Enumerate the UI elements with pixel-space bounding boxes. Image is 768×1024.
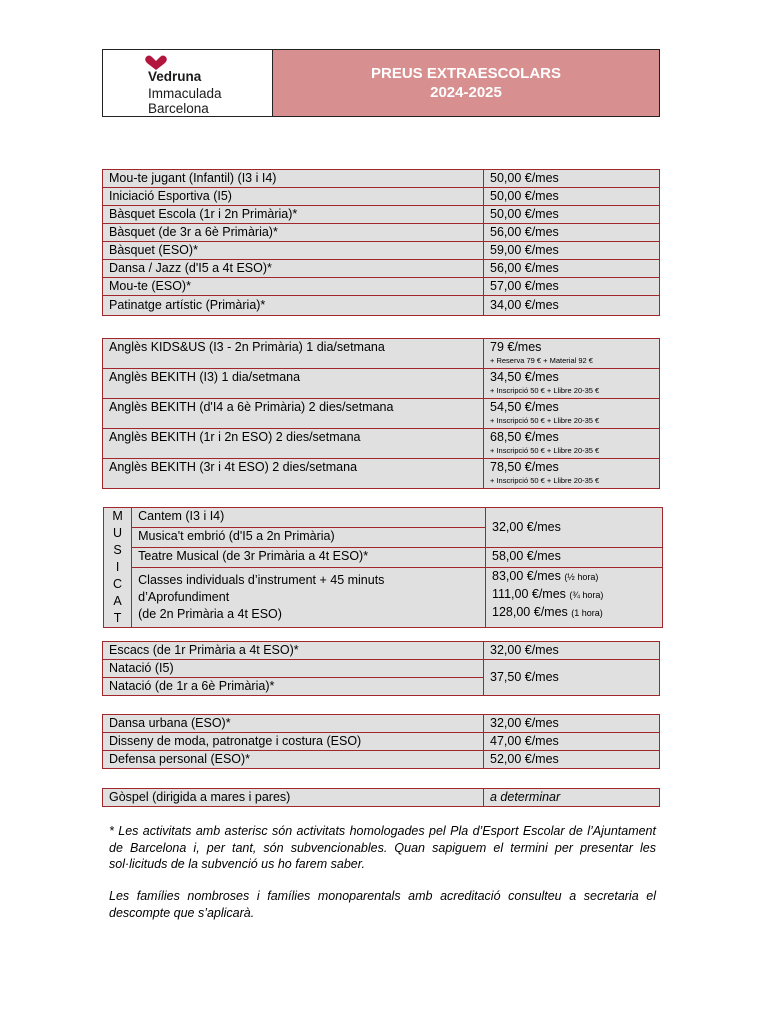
activity-price: 52,00 €/mes (484, 751, 660, 769)
price-note: (1 hora) (571, 608, 603, 618)
activity-price: a determinar (484, 789, 660, 807)
activity-name: Anglès BEKITH (d'I4 a 6è Primària) 2 dies/setmana (103, 399, 484, 429)
activity-price: 83,00 €/mes (492, 569, 561, 583)
activity-price: 34,00 €/mes (484, 296, 660, 316)
musicat-vertical-label (104, 508, 132, 628)
vertical-letter: A (113, 594, 122, 608)
activity-price: 58,00 €/mes (486, 548, 663, 568)
activity-price: 111,00 €/mes (492, 587, 566, 601)
activity-price: 37,50 €/mes (484, 660, 660, 696)
vertical-letter: U (113, 526, 123, 540)
logo-line-2: Immaculada (148, 86, 222, 101)
activity-price: 56,00 €/mes (484, 260, 660, 278)
table-english (102, 338, 660, 489)
table-row (103, 751, 660, 769)
table-row (103, 660, 660, 678)
table-row (103, 642, 660, 660)
activity-name: Mou-te jugant (Infantil) (I3 i I4) (103, 170, 484, 188)
activity-name: Iniciació Esportiva (I5) (103, 188, 484, 206)
table-musical (103, 507, 663, 628)
logo-line-3: Barcelona (148, 101, 209, 116)
table-row (103, 369, 660, 399)
note-families: Les famílies nombroses i famílies monoparentals amb acreditació consulteu a secretaria el descompte que s’aplicarà. (109, 889, 656, 920)
activity-name: Escacs (de 1r Primària a 4t ESO)* (103, 642, 484, 660)
title-line-2: 2024-2025 (430, 84, 502, 101)
price-line (492, 586, 656, 604)
price-line (492, 568, 656, 586)
activity-name: Mou-te (ESO)* (103, 278, 484, 296)
activity-extra: + Inscripció 50 € + Llibre 20-35 € (490, 476, 600, 485)
activity-price: 50,00 €/mes (484, 188, 660, 206)
activity-name: Anglès BEKITH (3r i 4t ESO) 2 dies/setmana (103, 459, 484, 489)
table-gospel (102, 788, 660, 807)
price-line (492, 604, 656, 622)
activity-price: 32,00 €/mes (484, 642, 660, 660)
activity-name: Patinatge artístic (Primària)* (103, 296, 484, 316)
vertical-letter: T (113, 611, 122, 625)
activity-price: 79 €/mes (490, 340, 542, 354)
table-row (104, 568, 663, 628)
activity-name: Anglès BEKITH (1r i 2n ESO) 2 dies/setmana (103, 429, 484, 459)
activity-name: Natació (de 1r a 6è Primària)* (103, 678, 484, 696)
vertical-letter: C (113, 577, 123, 591)
table-row (103, 242, 660, 260)
activity-price: 50,00 €/mes (484, 170, 660, 188)
activity-price: 32,00 €/mes (484, 715, 660, 733)
table-row (103, 733, 660, 751)
activity-price: 56,00 €/mes (484, 224, 660, 242)
activity-name-line: d’Aprofundiment (138, 590, 230, 604)
heart-icon (143, 54, 169, 70)
activity-price-cell (484, 339, 660, 369)
activity-extra: + Reserva 79 € + Material 92 € (490, 356, 593, 365)
activity-name: Bàsquet (ESO)* (103, 242, 484, 260)
table-chess-swim (102, 641, 660, 696)
table-row (103, 278, 660, 296)
table-row (103, 206, 660, 224)
activity-name (132, 568, 486, 628)
table-eso (102, 714, 660, 769)
table-row (103, 260, 660, 278)
activity-price: 50,00 €/mes (484, 206, 660, 224)
table-row (103, 188, 660, 206)
activity-name: Dansa urbana (ESO)* (103, 715, 484, 733)
activity-price-cell (484, 369, 660, 399)
price-note: (½ hora) (564, 572, 599, 582)
title-line-1: PREUS EXTRAESCOLARS (370, 65, 562, 82)
header (102, 49, 660, 117)
activity-name: Musica't embrió (d'I5 a 2n Primària) (132, 528, 486, 548)
activity-name: Gòspel (dirigida a mares i pares) (103, 789, 484, 807)
price-note: (¾ hora) (569, 590, 604, 600)
activity-price: 78,50 €/mes (490, 460, 559, 474)
activity-extra: + Inscripció 50 € + Llibre 20-35 € (490, 416, 600, 425)
activity-extra: + Inscripció 50 € + Llibre 20-35 € (490, 446, 600, 455)
table-row (104, 548, 663, 568)
activity-name: Teatre Musical (de 3r Primària a 4t ESO)* (132, 548, 486, 568)
activity-price: 34,50 €/mes (490, 370, 559, 384)
vertical-letter: S (113, 543, 122, 557)
activity-price: 57,00 €/mes (484, 278, 660, 296)
activity-name: Disseny de moda, patronatge i costura (ESO) (103, 733, 484, 751)
activity-name: Bàsquet Escola (1r i 2n Primària)* (103, 206, 484, 224)
activity-price: 47,00 €/mes (484, 733, 660, 751)
table-row (103, 399, 660, 429)
table-row (103, 459, 660, 489)
activity-name: Defensa personal (ESO)* (103, 751, 484, 769)
table-row (103, 715, 660, 733)
table-row (104, 508, 663, 528)
note-asterisk: * Les activitats amb asterisc són activitats homologades pel Pla d’Esport Escolar de l’Ajuntament de Barcelona i, per tant, són subvencionables. Quan sapiguem el termini per presentar les sol·licituds de la subvenció us ho farem saber. (109, 824, 656, 871)
table-row (103, 429, 660, 459)
activity-name: Dansa / Jazz (d'I5 a 4t ESO)* (103, 260, 484, 278)
activity-price: 68,50 €/mes (490, 430, 559, 444)
activity-price: 128,00 €/mes (492, 605, 568, 619)
table-row (103, 296, 660, 316)
page-title (273, 50, 659, 116)
activity-price: 54,50 €/mes (490, 400, 559, 414)
activity-name: Bàsquet (de 3r a 6è Primària)* (103, 224, 484, 242)
logo-line-1: Vedruna (148, 69, 202, 84)
table-row (103, 224, 660, 242)
activity-name-line: Classes individuals d’instrument + 45 minuts (138, 573, 385, 587)
activity-name: Anglès BEKITH (I3) 1 dia/setmana (103, 369, 484, 399)
vertical-letter: I (115, 560, 120, 574)
activity-name-line: (de 2n Primària a 4t ESO) (138, 607, 282, 621)
activity-price: 59,00 €/mes (484, 242, 660, 260)
activity-name: Anglès KIDS&US (I3 - 2n Primària) 1 dia/setmana (103, 339, 484, 369)
activity-price: 32,00 €/mes (486, 508, 663, 548)
table-sports (102, 169, 660, 316)
logo (103, 50, 273, 116)
activity-price-cell (484, 459, 660, 489)
activity-price-cell (484, 399, 660, 429)
activity-extra: + Inscripció 50 € + Llibre 20-35 € (490, 386, 600, 395)
table-row (103, 339, 660, 369)
activity-price-cell (484, 429, 660, 459)
activity-name: Natació (I5) (103, 660, 484, 678)
activity-name: Cantem (I3 i I4) (132, 508, 486, 528)
vertical-letter: M (112, 509, 123, 523)
table-row (103, 789, 660, 807)
activity-price-cell (486, 568, 663, 628)
table-row (103, 170, 660, 188)
